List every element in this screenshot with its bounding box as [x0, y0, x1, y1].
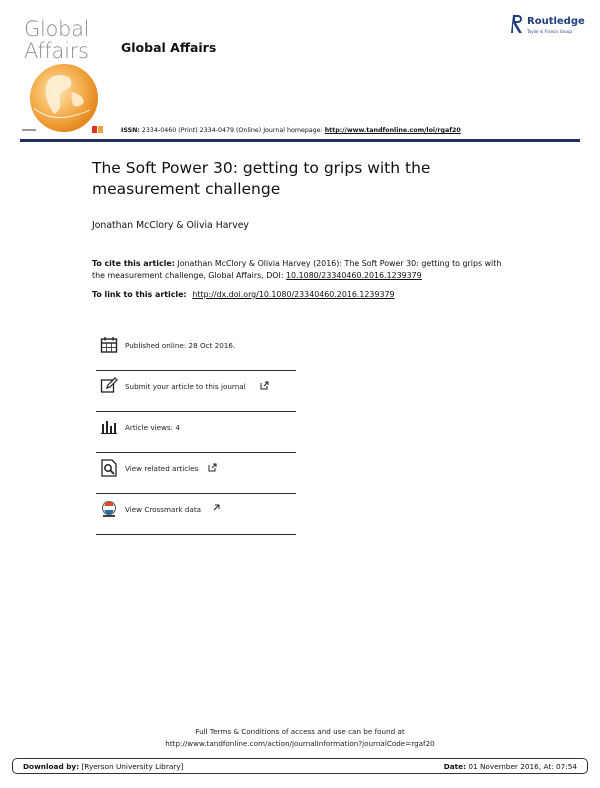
arrow-up-right-icon — [213, 504, 220, 511]
download-info-bar — [12, 758, 588, 774]
submit-article-link[interactable]: Submit your article to this journal — [125, 382, 246, 391]
downloaded-by-label: Download by: — [23, 762, 80, 771]
article-info-list — [96, 330, 296, 535]
related-articles-link[interactable]: View related articles — [125, 464, 199, 473]
downloaded-by — [23, 762, 183, 771]
downloaded-by-value: [Ryerson University Library] — [79, 762, 184, 771]
crossmark-link[interactable]: View Crossmark data — [125, 505, 202, 514]
document-search-icon — [100, 459, 118, 477]
article-views: Article views: 4 — [125, 423, 180, 432]
terms-footer — [0, 726, 600, 750]
download-date — [444, 762, 577, 771]
citation-label: To cite this article: — [92, 259, 175, 268]
cover-logo-word-affairs: Affairs — [24, 39, 89, 63]
publisher-marks-icon — [22, 126, 108, 134]
published-date: Published online: 28 Oct 2016. — [125, 341, 236, 350]
download-date-label: Date: — [443, 762, 467, 771]
journal-homepage-link[interactable]: http://www.tandfonline.com/loi/rgaf20 — [324, 127, 461, 134]
routledge-logo — [511, 14, 591, 42]
citation-text: Jonathan McClory & Olivia Harvey (2016): The Soft Power 30: getting to grips with the measurement challenge, Global Affairs, DOI: — [92, 259, 502, 280]
journal-cover-logo — [20, 18, 106, 134]
crossmark-row[interactable] — [96, 494, 296, 535]
doi-link[interactable]: 10.1080/23340460.2016.1239379 — [286, 271, 422, 280]
bar-chart-icon — [100, 418, 118, 436]
crossmark-icon — [100, 500, 118, 518]
routledge-r-icon — [511, 14, 524, 36]
publisher-name: Routledge — [527, 16, 585, 27]
article-authors: Jonathan McClory & Olivia Harvey — [92, 220, 249, 231]
terms-line: Full Terms & Conditions of access and use can be found at — [195, 727, 405, 736]
issn-label: ISSN: — [121, 127, 140, 134]
submit-article-row[interactable] — [96, 371, 296, 412]
article-views-row — [96, 412, 296, 453]
publisher-tagline: Taylor & Francis Group — [527, 29, 572, 34]
header-divider — [20, 139, 580, 142]
external-link-icon — [260, 381, 269, 390]
article-link-url[interactable]: http://dx.doi.org/10.1080/23340460.2016.1239379 — [192, 290, 395, 299]
cover-logo-word-global: Global — [24, 17, 90, 41]
terms-url[interactable]: http://www.tandfonline.com/action/journalInformation?journalCode=rgaf20 — [165, 739, 435, 748]
published-row — [96, 330, 296, 371]
issn-line — [121, 127, 461, 134]
article-title: The Soft Power 30: getting to grips with the measurement challenge — [92, 159, 431, 198]
citation-block — [92, 258, 512, 282]
article-link-label: To link to this article: — [92, 290, 190, 299]
edit-icon — [100, 377, 118, 395]
external-link-icon — [208, 463, 217, 472]
calendar-icon — [100, 336, 118, 354]
related-articles-row[interactable] — [96, 453, 296, 494]
journal-name: Global Affairs — [121, 40, 217, 55]
article-link-block — [92, 290, 512, 299]
download-date-value: 01 November 2016, At: 07:54 — [466, 762, 577, 771]
issn-text: 2334-0460 (Print) 2334-0479 (Online) Journal homepage: — [139, 127, 325, 134]
